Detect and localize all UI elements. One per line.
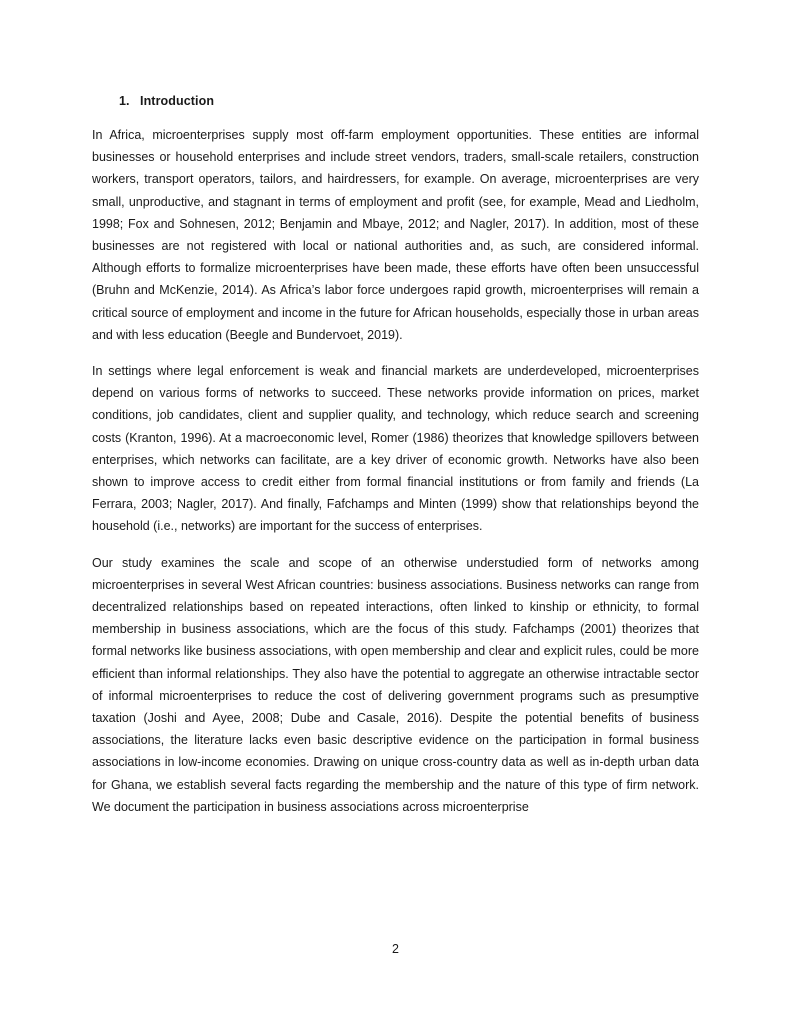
paragraph-2: In settings where legal enforcement is weak and financial markets are underdeveloped, microenterprises depend on various forms of networks to succeed. These networks provide information on prices, market conditions, job candidates, client and supplier quality, and technology, which reduce search and screening costs (Kranton, 1996). At a macroeconomic level, Romer (1986) theorizes that knowledge spillovers between enterprises, which networks can facilitate, are a key driver of economic growth. Networks have also been shown to improve access to credit either from formal financial institutions or from family and friends (La Ferrara, 2003; Nagler, 2017). And finally, Fafchamps and Minten (1999) show that relationships beyond the household (i.e., networks) are important for the success of enterprises. bbox=[92, 364, 699, 534]
section-title: Introduction bbox=[140, 94, 215, 108]
paragraph-1: In Africa, microenterprises supply most off-farm employment opportunities. These entities are informal businesses or household enterprises and include street vendors, traders, small-scale retailers, construction workers, transport operators, tailors, and hairdressers, for example. On average, microenterprises are very small, unproductive, and stagnant in terms of employment and profit (see, for example, Mead and Liedholm, 1998; Fox and Sohnesen, 2012; Benjamin and Mbaye, 2012; and Nagler, 2017). In addition, most of these businesses are not registered with local or national authorities and, as such, are considered informal. Although efforts to formalize microenterprises have been made, these efforts have often been unsuccessful (Bruhn and McKenzie, 2014). As Africa’s labor force undergoes rapid growth, microenterprises will remain a critical source of employment and income in the future for African households, especially those in urban areas and with less education (Beegle and Bundervoet, 2019). bbox=[92, 128, 699, 342]
page-number: 2 bbox=[392, 942, 399, 956]
section-number: 1. bbox=[119, 94, 130, 108]
paragraph-3: Our study examines the scale and scope of an otherwise understudied form of networks among microenterprises in several West African countries: business associations. Business networks can range from decentralized relationships based on repeated interactions, often linked to kinship or ethnicity, to formal membership in business associations, which are the focus of this study. Fafchamps (2001) theorizes that formal networks like business associations, with open membership and clear and explicit rules, could be more efficient than informal relationships. They also have the potential to aggregate an otherwise intractable sector of informal microenterprises to reduce the cost of delivering government programs such as presumptive taxation (Joshi and Ayee, 2008; Dube and Casale, 2016). Despite the potential benefits of business associations, the literature lacks even basic descriptive evidence on the participation in formal business associations in low-income economies. Drawing on unique cross-country data as well as in-depth urban data for Ghana, we establish several facts regarding the membership and the nature of this type of firm network. We document the participation in business associations across microenterprise bbox=[92, 555, 699, 814]
section-heading bbox=[119, 94, 214, 108]
body-text bbox=[92, 124, 699, 832]
